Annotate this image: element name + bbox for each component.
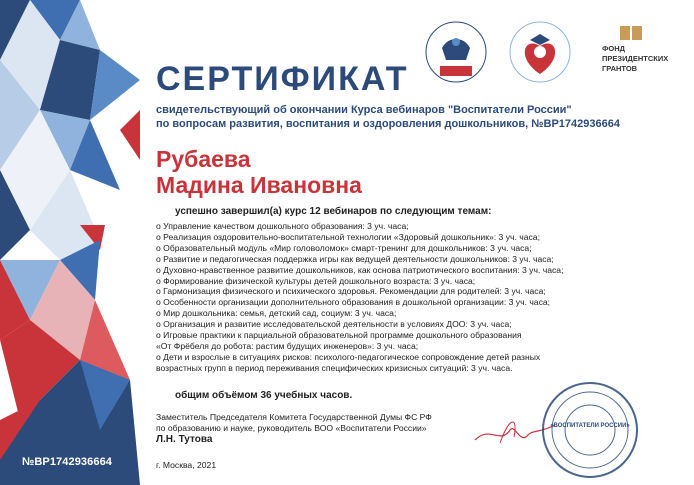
logos-row — [420, 18, 680, 88]
recipient-given-names: Мадина Ивановна — [156, 172, 362, 198]
signer-position-line-1: Заместитель Председателя Комитета Государственной Думы ФС РФ — [156, 412, 432, 422]
presidential-grants-fund-logo — [620, 26, 642, 40]
list-item: «От Фрёбеля до робота: растим будущих инженеров»: 3 уч. часа; — [156, 340, 419, 351]
official-stamp — [540, 380, 640, 480]
signer-name: Л.Н. Тутова — [156, 434, 213, 445]
list-item: o Игровые практики к парциальной образовательной программе дошкольного образования — [156, 330, 522, 341]
topics-list — [156, 221, 616, 374]
total-hours: общим объёмом 36 учебных часов. — [175, 390, 353, 401]
signer-position-line-2: по образованию и науке, руководитель ВОО «Воспитатели России» — [156, 423, 427, 433]
list-item: o Духовно-нравственное развитие дошкольников, как основа патриотического воспитания: 3 уч. часа; — [156, 264, 564, 275]
fund-label-1: ФОНД — [602, 44, 625, 53]
decorative-polygon-art — [0, 0, 140, 485]
list-item: o Организация и развитие исследовательской деятельности в условиях ДОО: 3 уч. часа; — [156, 319, 512, 330]
course-intro: успешно завершил(а) курс 12 вебинаров по следующим темам: — [175, 206, 492, 217]
list-item: o Формирование физической культуры детей дошкольного возраста: 3 уч. часа; — [156, 275, 476, 286]
list-item: o Гармонизация физического и психического здоровья. Рекомендации для родителей: 3 уч. часа; — [156, 286, 546, 297]
fund-label-3: ГРАНТОВ — [602, 64, 638, 73]
list-item: o Реализация оздоровительно-воспитательной технологии «Здоровый дошкольник»: 3 уч. часа; — [156, 231, 540, 242]
subtitle-line-1: свидетельствующий об окончании Курса вебинаров "Воспитатели России" — [156, 104, 572, 116]
vospitateli-rossii-logo — [426, 22, 486, 82]
certificate-title: СЕРТИФИКАТ — [156, 60, 409, 98]
list-item: o Дети и взрослые в ситуациях рисков: психолого-педагогическое сопровождение детей разных — [156, 351, 541, 362]
recipient-name — [156, 146, 362, 198]
signer-block — [156, 412, 432, 445]
list-item: возрастных групп в период переживания специфических кризисных ситуаций: 3 уч. часа. — [156, 362, 513, 373]
heart-education-logo — [510, 22, 570, 82]
list-item: o Особенности организации дополнительного образования в дошкольной организации: 3 уч. часа; — [156, 297, 551, 308]
recipient-surname: Рубаева — [156, 146, 251, 172]
subtitle-line-2: по вопросам развития, воспитания и оздоровления дошкольников, №ВР1742936664 — [156, 118, 620, 130]
certificate-number-footer: №ВР1742936664 — [22, 456, 113, 468]
list-item: o Мир дошкольника: семья, детский сад, социум: 3 уч. часа; — [156, 308, 397, 319]
list-item: o Образовательный модуль «Мир головоломок» смарт-тренинг для дошкольников: 3 уч. часа; — [156, 242, 532, 253]
fund-label-2: ПРЕЗИДЕНТСКИХ — [602, 54, 669, 63]
city-year: г. Москва, 2021 — [156, 460, 217, 470]
stamp-label: «ВОСПИТАТЕЛИ РОССИИ» — [550, 423, 630, 429]
list-item: o Развитие и педагогическая поддержка игры как ведущей деятельности дошкольников: 3 уч. часа; — [156, 253, 554, 264]
certificate-subtitle — [156, 103, 620, 131]
list-item: o Управление качеством дошкольного образования: 3 уч. часа; — [156, 221, 409, 231]
